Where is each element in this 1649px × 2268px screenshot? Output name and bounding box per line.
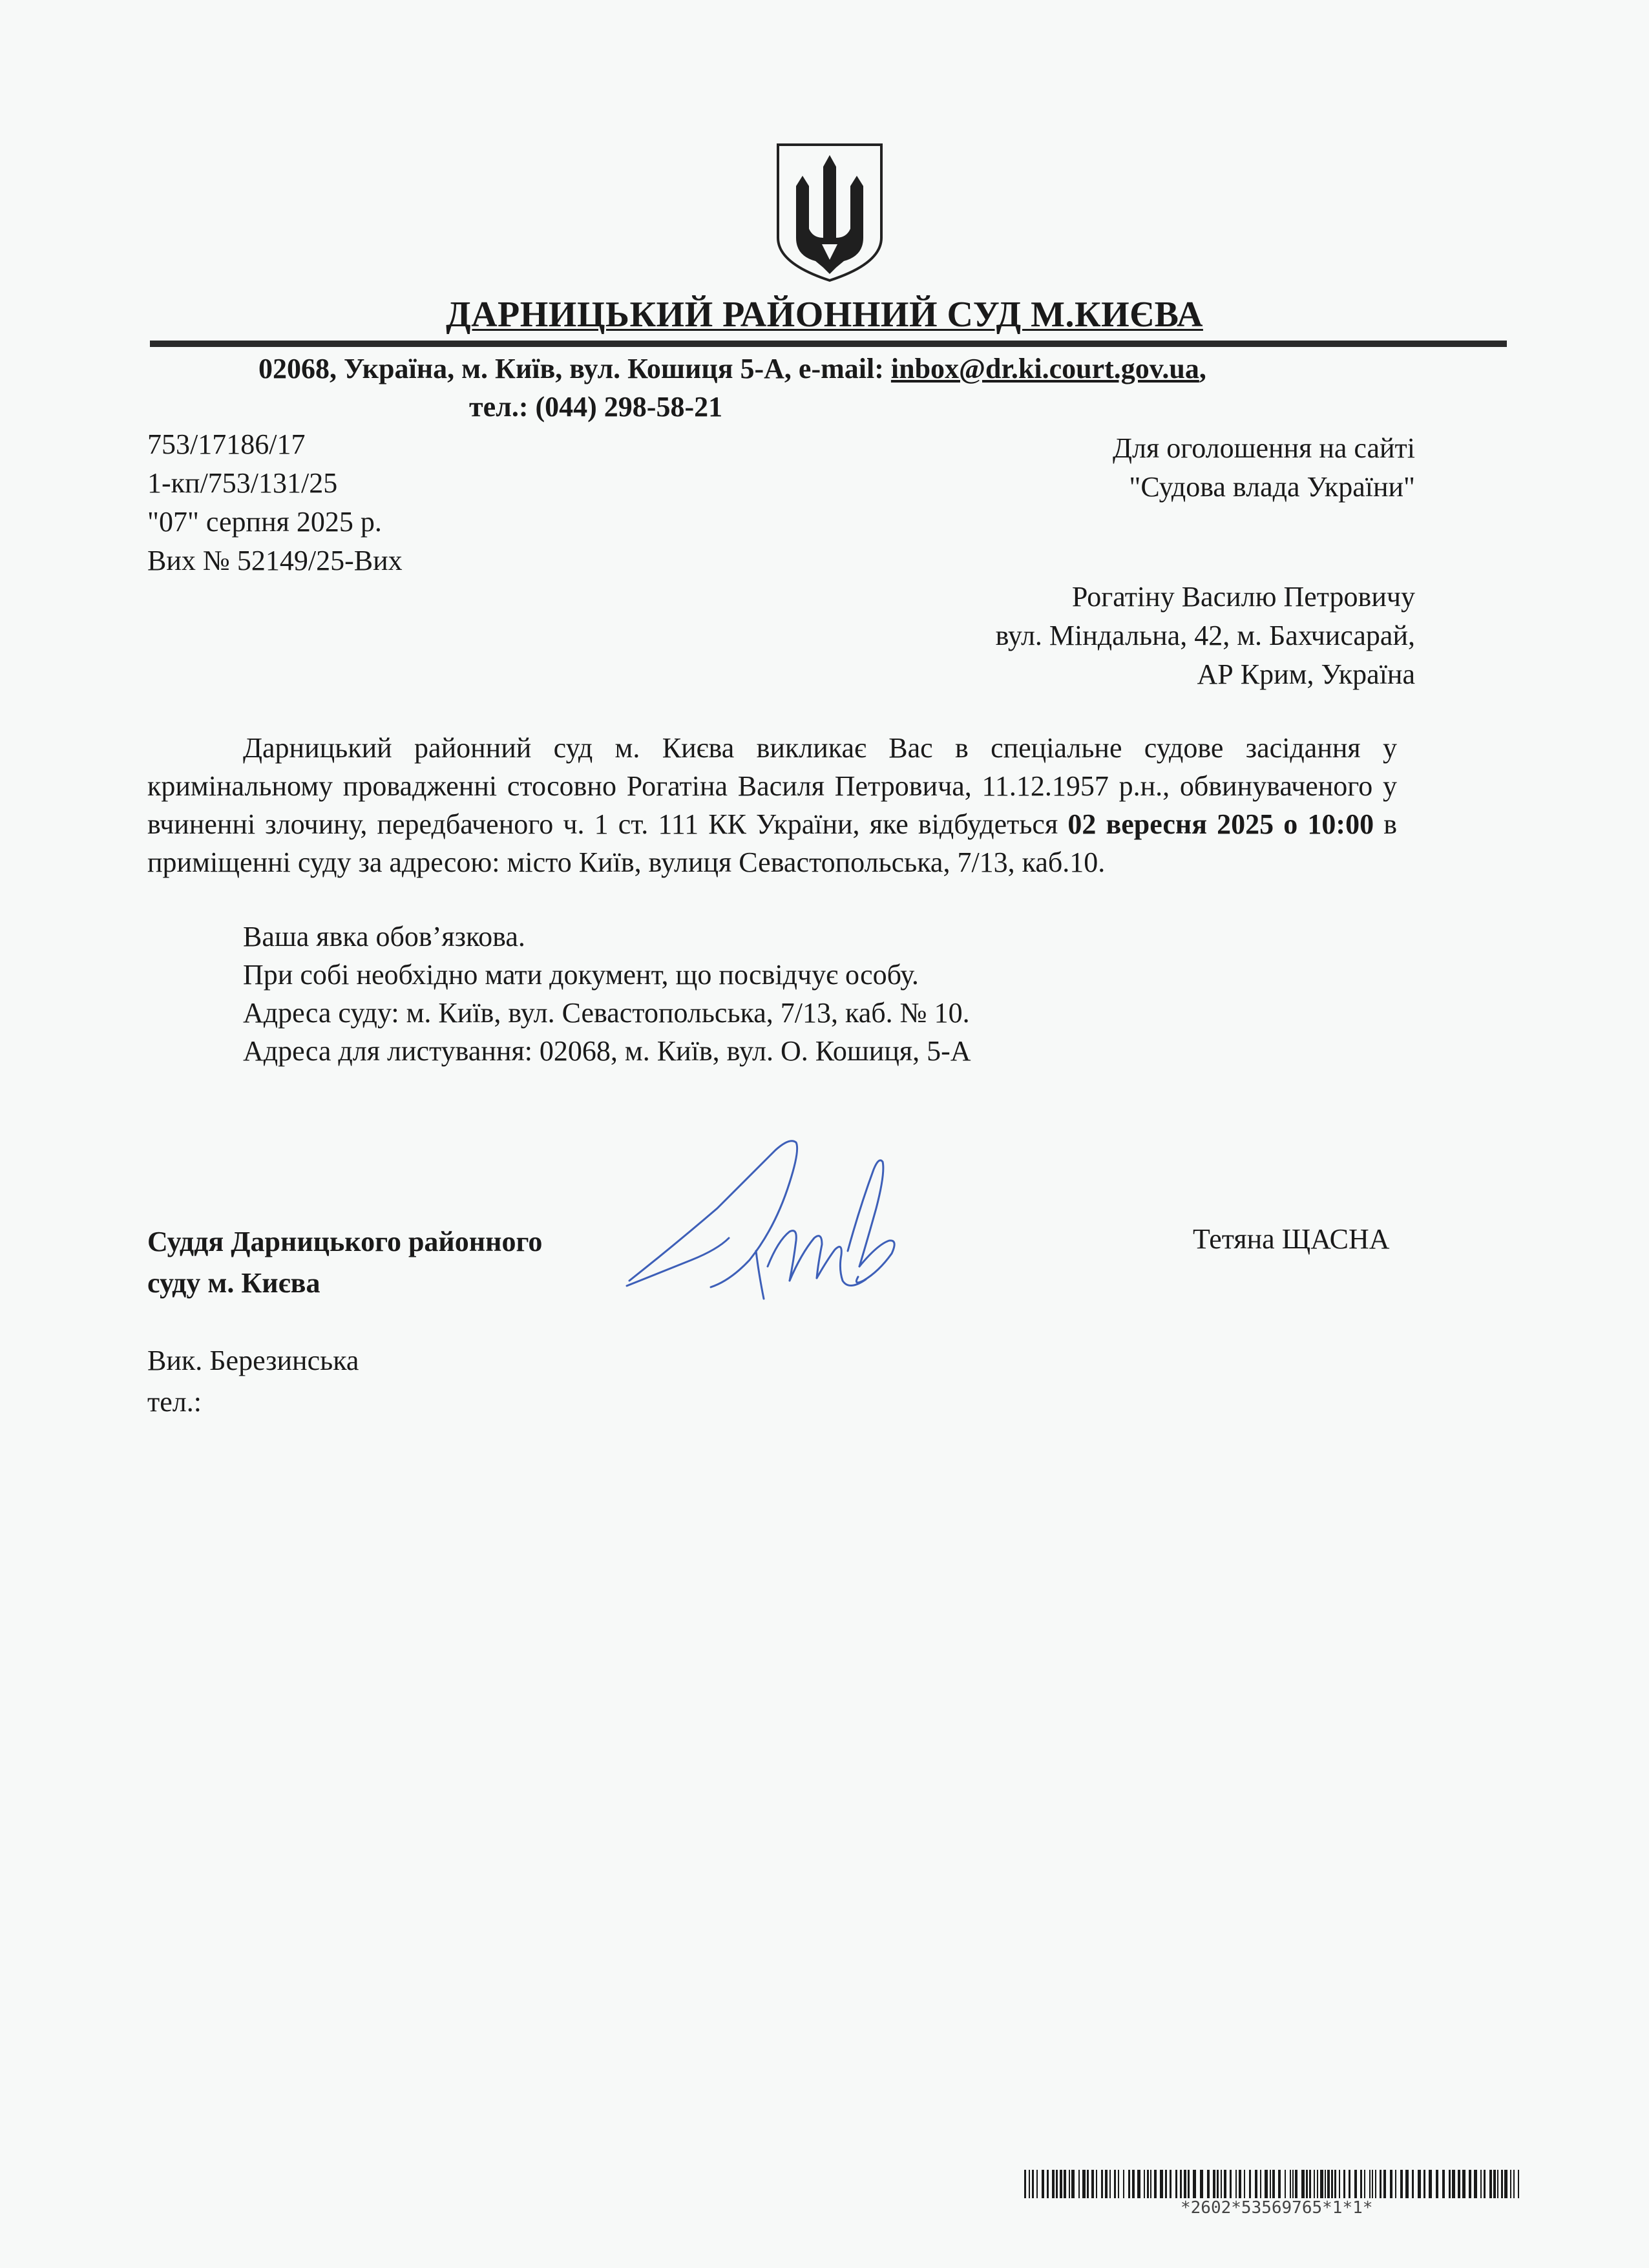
court-title: ДАРНИЦЬКИЙ РАЙОННИЙ СУД М.КИЄВА [446, 295, 1203, 335]
coat-of-arms-icon [774, 141, 885, 284]
id-required-note: При собі необхідно мати документ, що посвідчує особу. [243, 959, 919, 991]
barcode-number: *2602*53569765*1*1* [1181, 2198, 1373, 2218]
publication-note-line2: "Судова влада України" [1129, 471, 1415, 503]
addressee-street: вул. Міндальна, 42, м. Бахчисарай, [995, 620, 1415, 651]
executor-block [147, 1340, 359, 1423]
executor-name: Вик. Березинська [147, 1345, 359, 1376]
handwritten-signature [620, 1111, 930, 1325]
executor-phone: тел.: [147, 1386, 202, 1418]
addressee-region: АР Крим, Україна [1197, 658, 1415, 690]
court-address: 02068, Україна, м. Київ, вул. Кошиця 5-А, e-mail: [258, 353, 891, 384]
barcode [1024, 2170, 1522, 2198]
title-divider [150, 341, 1507, 347]
judge-title [147, 1221, 542, 1304]
proceeding-number: 1-кп/753/131/25 [147, 467, 338, 499]
court-address-suffix: , [1199, 353, 1206, 384]
court-address-line [258, 352, 1206, 385]
case-number: 753/17186/17 [147, 428, 306, 460]
hearing-datetime: 02 вересня 2025 о 10:00 [1067, 808, 1374, 840]
summons-text-start: Дарницький районний суд м. Києва викликає Вас в спеціальне судове засідання у кримінальному провадженні стосовно Рогатіна Василя Петровича, 11.12.1957 р.н., обвинуваченого у вчиненні злочину, передбаченого ч. 1 ст. 111 КК України, яке відбудеться [147, 732, 1397, 840]
judge-title-line2: суду м. Києва [147, 1267, 320, 1299]
court-email-link[interactable]: inbox@dr.ki.court.gov.ua [890, 353, 1199, 384]
attendance-note: Ваша явка обов’язкова. [243, 921, 525, 952]
court-phone: тел.: (044) 298-58-21 [469, 391, 723, 423]
summons-text-end: в приміщенні суду за адресою: місто Київ, вулиця Севастопольська, 7/13, каб.10. [147, 808, 1397, 878]
judge-title-line1: Суддя Дарницького районного [147, 1226, 543, 1257]
mail-address-note: Адреса для листування: 02068, м. Київ, вул. О. Кошиця, 5-А [243, 1035, 971, 1067]
outgoing-number: Вих № 52149/25-Вих [147, 545, 403, 576]
court-address-note: Адреса суду: м. Київ, вул. Севастопольська, 7/13, каб. № 10. [243, 997, 970, 1029]
addressee-name: Рогатіну Василю Петровичу [1071, 581, 1415, 613]
document-date: "07" серпня 2025 р. [147, 506, 382, 538]
publication-note-line1: Для оголошення на сайті [1113, 432, 1415, 464]
summons-paragraph [147, 729, 1397, 881]
judge-name: Тетяна ЩАСНА [1193, 1223, 1390, 1255]
